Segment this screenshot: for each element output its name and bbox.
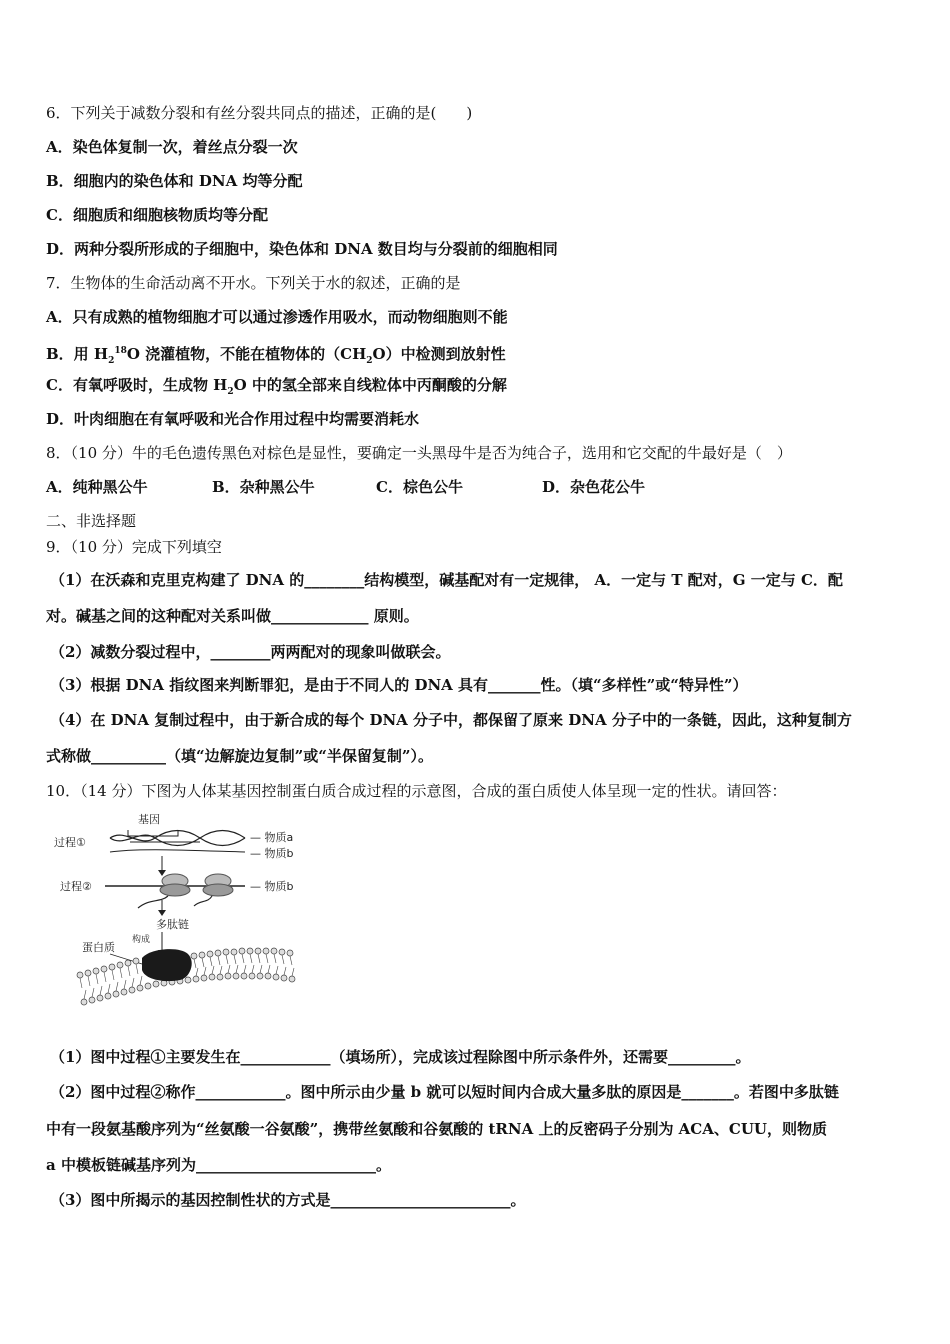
q10-part2-line1: （2）图中过程②称作____________。图中所示由少量 b 就可以短时间内合成大量多肽的原因是_______。若图中多肽链: [50, 1083, 839, 1101]
figure-label-process2: 过程②: [60, 880, 92, 893]
q8-option-d: D．杂色花公牛: [542, 478, 646, 496]
figure-label-substance-a: — 物质a: [250, 831, 294, 844]
q7-c-sub: 2: [227, 387, 234, 397]
q7-b-sup: 18: [114, 346, 127, 356]
membrane-protein: [142, 949, 192, 981]
q9-stem: 9．（10 分）完成下列填空: [46, 538, 222, 556]
q7-stem: 7．生物体的生命活动离不开水。下列关于水的叙述，正确的是: [46, 274, 461, 292]
figure-label-constitute: 构成: [132, 935, 151, 945]
q7-option-d: D．叶肉细胞在有氧呼吸和光合作用过程中均需要消耗水: [46, 410, 420, 428]
q10-part3: （3）图中所揭示的基因控制性状的方式是________________________。: [50, 1191, 526, 1209]
q7-b-sub: 2: [108, 356, 115, 366]
q7-option-a: A．只有成熟的植物细胞才可以通过渗透作用吸水，而动物细胞则不能: [46, 308, 508, 326]
q7-b-text-1: B．用 H: [46, 345, 109, 363]
q7-option-b: [46, 341, 506, 371]
q7-b-sub2: 2: [366, 356, 373, 366]
q6-option-b: B．细胞内的染色体和 DNA 均等分配: [46, 172, 303, 190]
q10-stem: 10．（14 分）下图为人体某基因控制蛋白质合成过程的示意图，合成的蛋白质使人体呈现一定的性状。请回答：: [46, 782, 787, 800]
q9-part2: （2）减数分裂过程中，________两两配对的现象叫做联会。: [50, 643, 451, 661]
q10-part2-line3: a 中模板链碱基序列为________________________。: [46, 1156, 391, 1174]
section-heading: 二、非选择题: [46, 512, 137, 530]
q10-part2-line2: 中有一段氨基酸序列为“丝氨酸一谷氨酸”，携带丝氨酸和谷氨酸的 tRNA 上的反密码子分别为 ACA、CUU，则物质: [46, 1120, 827, 1138]
q7-c-text-1: C．有氧呼吸时，生成物 H: [46, 376, 228, 394]
figure-label-polypeptide: 多肽链: [156, 918, 189, 931]
figure-label-substance-b1: — 物质b: [250, 847, 294, 860]
q7-option-c: [46, 375, 507, 402]
q8-stem: 8．（10 分）牛的毛色遗传黑色对棕色是显性，要确定一头黑母牛是否为纯合子，选用和它交配的牛最好是（ ）: [46, 444, 792, 462]
q8-option-c: C．棕色公牛: [376, 478, 463, 496]
figure-label-process1: 过程①: [54, 836, 86, 849]
q10-part1: （1）图中过程①主要发生在____________（填场所），完成该过程除图中所示条件外，还需要_________。: [50, 1048, 751, 1066]
q9-part4-line2: 式称做__________（填“边解旋边复制”或“半保留复制”）。: [46, 747, 434, 765]
ribosome-1: [160, 874, 190, 896]
q7-c-text-2: O 中的氢全部来自线粒体中丙酮酸的分解: [233, 376, 507, 394]
q9-part3: （3）根据 DNA 指纹图来判断罪犯，是由于不同人的 DNA 具有_______性。（填“多样性”或“特异性”）: [50, 676, 748, 694]
q8-option-b: B．杂种黑公牛: [212, 478, 315, 496]
q9-part1-line1: （1）在沃森和克里克构建了 DNA 的________结构模型，碱基配对有一定规律， A．一定与 T 配对，G 一定与 C．配: [50, 571, 843, 589]
figure-label-protein: 蛋白质: [82, 941, 115, 954]
q6-option-a: A．染色体复制一次，着丝点分裂一次: [46, 138, 298, 156]
q8-option-a: A．纯种黑公牛: [46, 478, 148, 496]
q9-part1-line2: 对。碱基之间的这种配对关系叫做_____________ 原则。: [46, 607, 419, 625]
q7-b-text-3: O）中检测到放射性: [372, 345, 506, 363]
gene-expression-figure: [50, 808, 320, 1013]
figure-label-substance-b2: — 物质b: [250, 880, 294, 893]
q6-option-c: C．细胞质和细胞核物质均等分配: [46, 206, 268, 224]
q6-stem: 6．下列关于减数分裂和有丝分裂共同点的描述，正确的是( ): [46, 104, 473, 122]
ribosome-2: [203, 874, 233, 896]
figure-label-gene: 基因: [138, 813, 160, 826]
q6-option-d: D．两种分裂所形成的子细胞中，染色体和 DNA 数目均与分裂前的细胞相同: [46, 240, 558, 258]
q7-b-text-2: O 浇灌植物，不能在植物体的（CH: [126, 345, 367, 363]
q9-part4-line1: （4）在 DNA 复制过程中，由于新合成的每个 DNA 分子中，都保留了原来 DNA 分子中的一条链，因此，这种复制方: [50, 711, 852, 729]
